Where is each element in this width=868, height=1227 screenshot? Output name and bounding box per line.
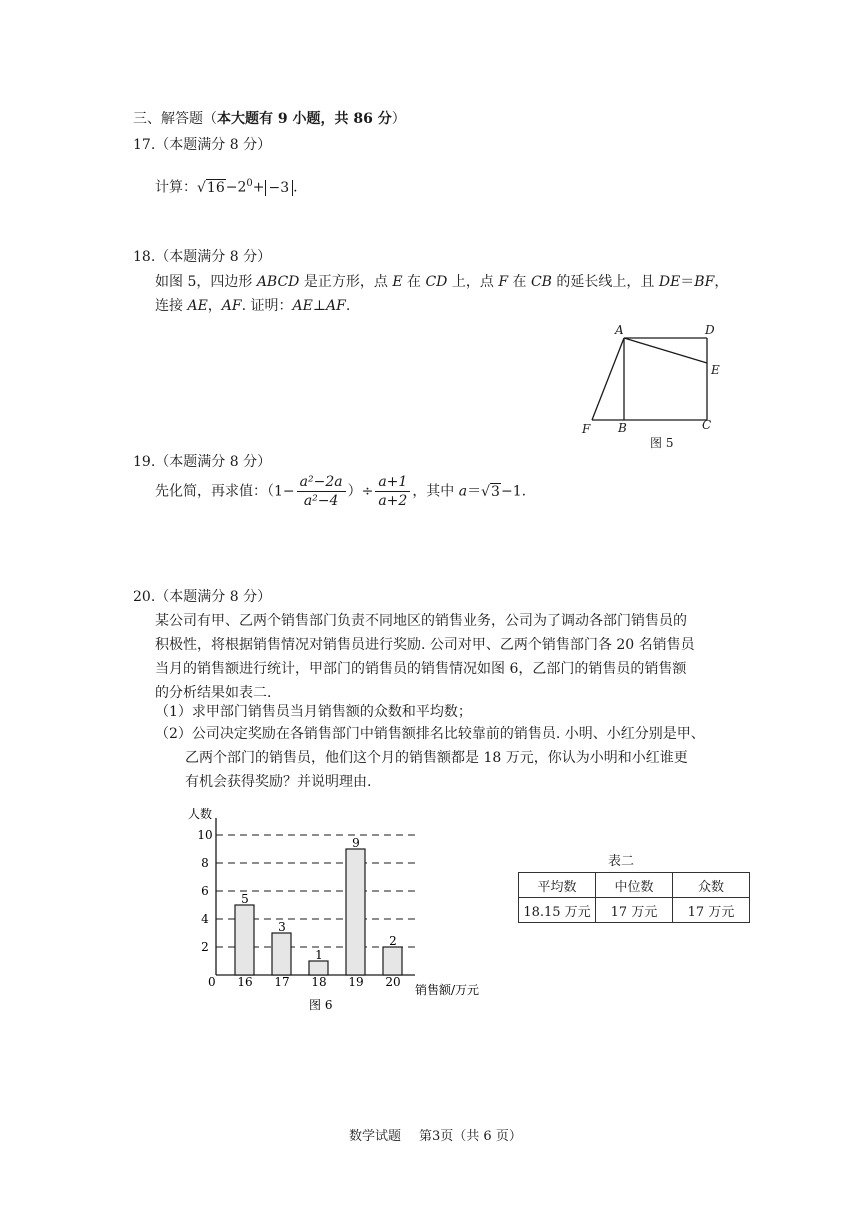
q19-sqrt-symbol: √: [481, 483, 491, 500]
label-e: E: [711, 363, 720, 377]
segment-ae: [624, 338, 707, 363]
bar-20: [383, 947, 402, 975]
q18-text: 在: [508, 274, 531, 290]
q17-end: .: [293, 179, 298, 196]
bar-value-label: 2: [389, 934, 397, 948]
x-tick-label: 17: [274, 975, 290, 989]
table-cell: 17 万元: [673, 898, 750, 923]
q19-frac1-num: a²−2a: [297, 473, 346, 492]
q19-frac2-num: a+1: [375, 473, 410, 492]
table-cell: 17 万元: [596, 898, 673, 923]
bar-19: [346, 849, 365, 975]
q18-text: . 证明：: [241, 298, 293, 314]
q18-var: AF: [221, 298, 242, 314]
q18-var: CB: [530, 274, 552, 290]
figure-5-caption: 图 5: [650, 436, 674, 450]
q19-divide: ）÷: [347, 483, 374, 500]
x-tick-label: 18: [311, 975, 327, 989]
q17-header: 17.（本题满分 8 分）: [133, 137, 272, 153]
q17-prefix: 计算：: [155, 179, 197, 196]
table-cell: 18.15 万元: [519, 898, 596, 923]
q19-sqrt-value: 3: [491, 483, 500, 500]
q20-para-line: 当月的销售额进行统计，甲部门的销售员的销售情况如图 6，乙部门的销售员的销售额: [155, 661, 687, 677]
q18-text: 是正方形，点: [299, 274, 393, 290]
y-tick-label: 8: [201, 856, 209, 870]
footer-page: 第3页（共 6 页）: [419, 1129, 522, 1144]
bars: [235, 836, 402, 989]
label-d: D: [705, 323, 715, 337]
q18-var: F: [498, 274, 509, 290]
q18-text: 上，点: [447, 274, 499, 290]
q19-fraction-1: [297, 473, 346, 510]
q18-text: ⊥: [312, 298, 327, 314]
table-header-cell: 平均数: [519, 873, 596, 898]
q18-var: AE: [292, 298, 313, 314]
label-b: B: [618, 421, 627, 435]
section-title-bold: 本大题有 9 小题，共 86 分: [217, 111, 392, 127]
figure-6-caption: 图 6: [309, 998, 333, 1012]
q20-item2-line: 有机会获得奖励？并说明理由.: [185, 774, 372, 790]
q20-para-line: 某公司有甲、乙两个销售部门负责不同地区的销售业务，公司为了调动各部门销售员的: [155, 613, 687, 629]
section-title-suffix: ）: [391, 111, 406, 127]
x-axis-label: 销售额/万元: [415, 983, 480, 997]
q18-text: ＝: [680, 274, 695, 290]
q18-var: CD: [425, 274, 448, 290]
x-tick-label: 20: [385, 975, 401, 989]
q19-prefix: 先化简，再求值：（1−: [155, 483, 295, 500]
q18-header: 18.（本题满分 8 分）: [133, 249, 272, 265]
bar-16: [235, 905, 254, 975]
table-row: [519, 898, 750, 923]
q19-end: −1.: [500, 483, 527, 500]
label-c: C: [702, 418, 712, 432]
table-header-cell: 中位数: [596, 873, 673, 898]
segment-af: [592, 338, 624, 420]
q19-sqrt: [481, 482, 501, 502]
q17-expression: [155, 174, 298, 198]
table-header-row: [519, 873, 750, 898]
y-tick-labels: [197, 828, 212, 954]
bar-17: [272, 933, 291, 975]
q18-var: AE: [187, 298, 208, 314]
q18-text: 在: [402, 274, 426, 290]
q18-var: BF: [694, 274, 715, 290]
q20-para-line: 的分析结果如表二.: [155, 685, 272, 701]
q18-text: 连接: [155, 298, 188, 314]
q17-sqrt-value: 16: [206, 179, 225, 196]
footer: [349, 1125, 522, 1144]
q18-var: AF: [326, 298, 346, 314]
q17-minus-two: −2: [225, 179, 247, 196]
q18-var: E: [392, 274, 403, 290]
q18-var: DE: [658, 274, 681, 290]
q19-expression: [155, 473, 526, 510]
q19-var: a: [458, 483, 468, 500]
q20-item-2: [155, 722, 705, 794]
q18-text: 的延长线上，且: [551, 274, 659, 290]
x-tick-label: 16: [237, 975, 253, 989]
q18-var: ABCD: [256, 274, 300, 290]
bar-value-label: 1: [315, 948, 323, 962]
q17-sqrt-symbol: √: [197, 179, 206, 196]
bar-value-label: 3: [278, 920, 286, 934]
y-tick-label: 4: [201, 912, 209, 926]
q19-eq: ＝: [467, 483, 482, 500]
table-2-caption: 表二: [608, 854, 635, 869]
q20-header: 20.（本题满分 8 分）: [133, 589, 272, 605]
x-tick-label: 19: [348, 975, 364, 989]
q20-para-line: 积极性，将根据销售情况对销售员进行奖励. 公司对甲、乙两个销售部门各 20 名销售员: [155, 637, 695, 653]
q20-item2-line: 乙两个部门的销售员，他们这个月的销售额都是 18 万元，你认为小明和小红谁更: [185, 750, 688, 766]
q17-exponent: 0: [246, 178, 253, 189]
bar-value-label: 9: [352, 836, 360, 850]
footer-subject: 数学试题: [349, 1129, 402, 1144]
origin-label: 0: [208, 975, 216, 989]
q18-text: .: [345, 298, 351, 314]
q17-sqrt: [197, 178, 226, 198]
q18-line1: [155, 272, 728, 292]
figure-5: [575, 318, 735, 458]
q19-frac2-den: a+2: [378, 493, 408, 509]
section-title: [133, 109, 406, 129]
q20-item2-line: （2）公司决定奖励在各销售部门中销售额排名比较靠前的销售员. 小明、小红分别是甲、: [155, 726, 705, 742]
q17-plus: +: [252, 179, 265, 196]
q20-item-1: （1）求甲部门销售员当月销售额的众数和平均数；: [155, 704, 472, 720]
q18-text: 如图 5，四边形: [155, 274, 257, 290]
y-tick-label: 2: [201, 940, 209, 954]
figure-6-chart: [160, 798, 500, 1018]
table-2: [518, 872, 750, 923]
label-a: A: [615, 323, 624, 337]
y-tick-label: 6: [201, 884, 209, 898]
y-tick-label: 10: [197, 828, 213, 842]
q19-header: 19.（本题满分 8 分）: [133, 454, 272, 470]
table-header-cell: 众数: [673, 873, 750, 898]
label-f: F: [582, 422, 591, 436]
q19-fraction-2: [375, 473, 410, 510]
bar-18: [309, 961, 328, 975]
y-axis-label: 人数: [188, 807, 213, 821]
q19-mid: ，其中: [412, 483, 459, 500]
q20-paragraph: [155, 609, 695, 705]
section-title-prefix: 三、解答题（: [133, 111, 217, 127]
q19-frac1-den: a²−4: [303, 493, 339, 509]
q17-abs-value: −3: [265, 180, 294, 196]
q18-line2: [155, 296, 350, 316]
q18-text: ，: [207, 298, 222, 314]
bar-value-label: 5: [241, 892, 249, 906]
q18-text: ，: [714, 274, 729, 290]
